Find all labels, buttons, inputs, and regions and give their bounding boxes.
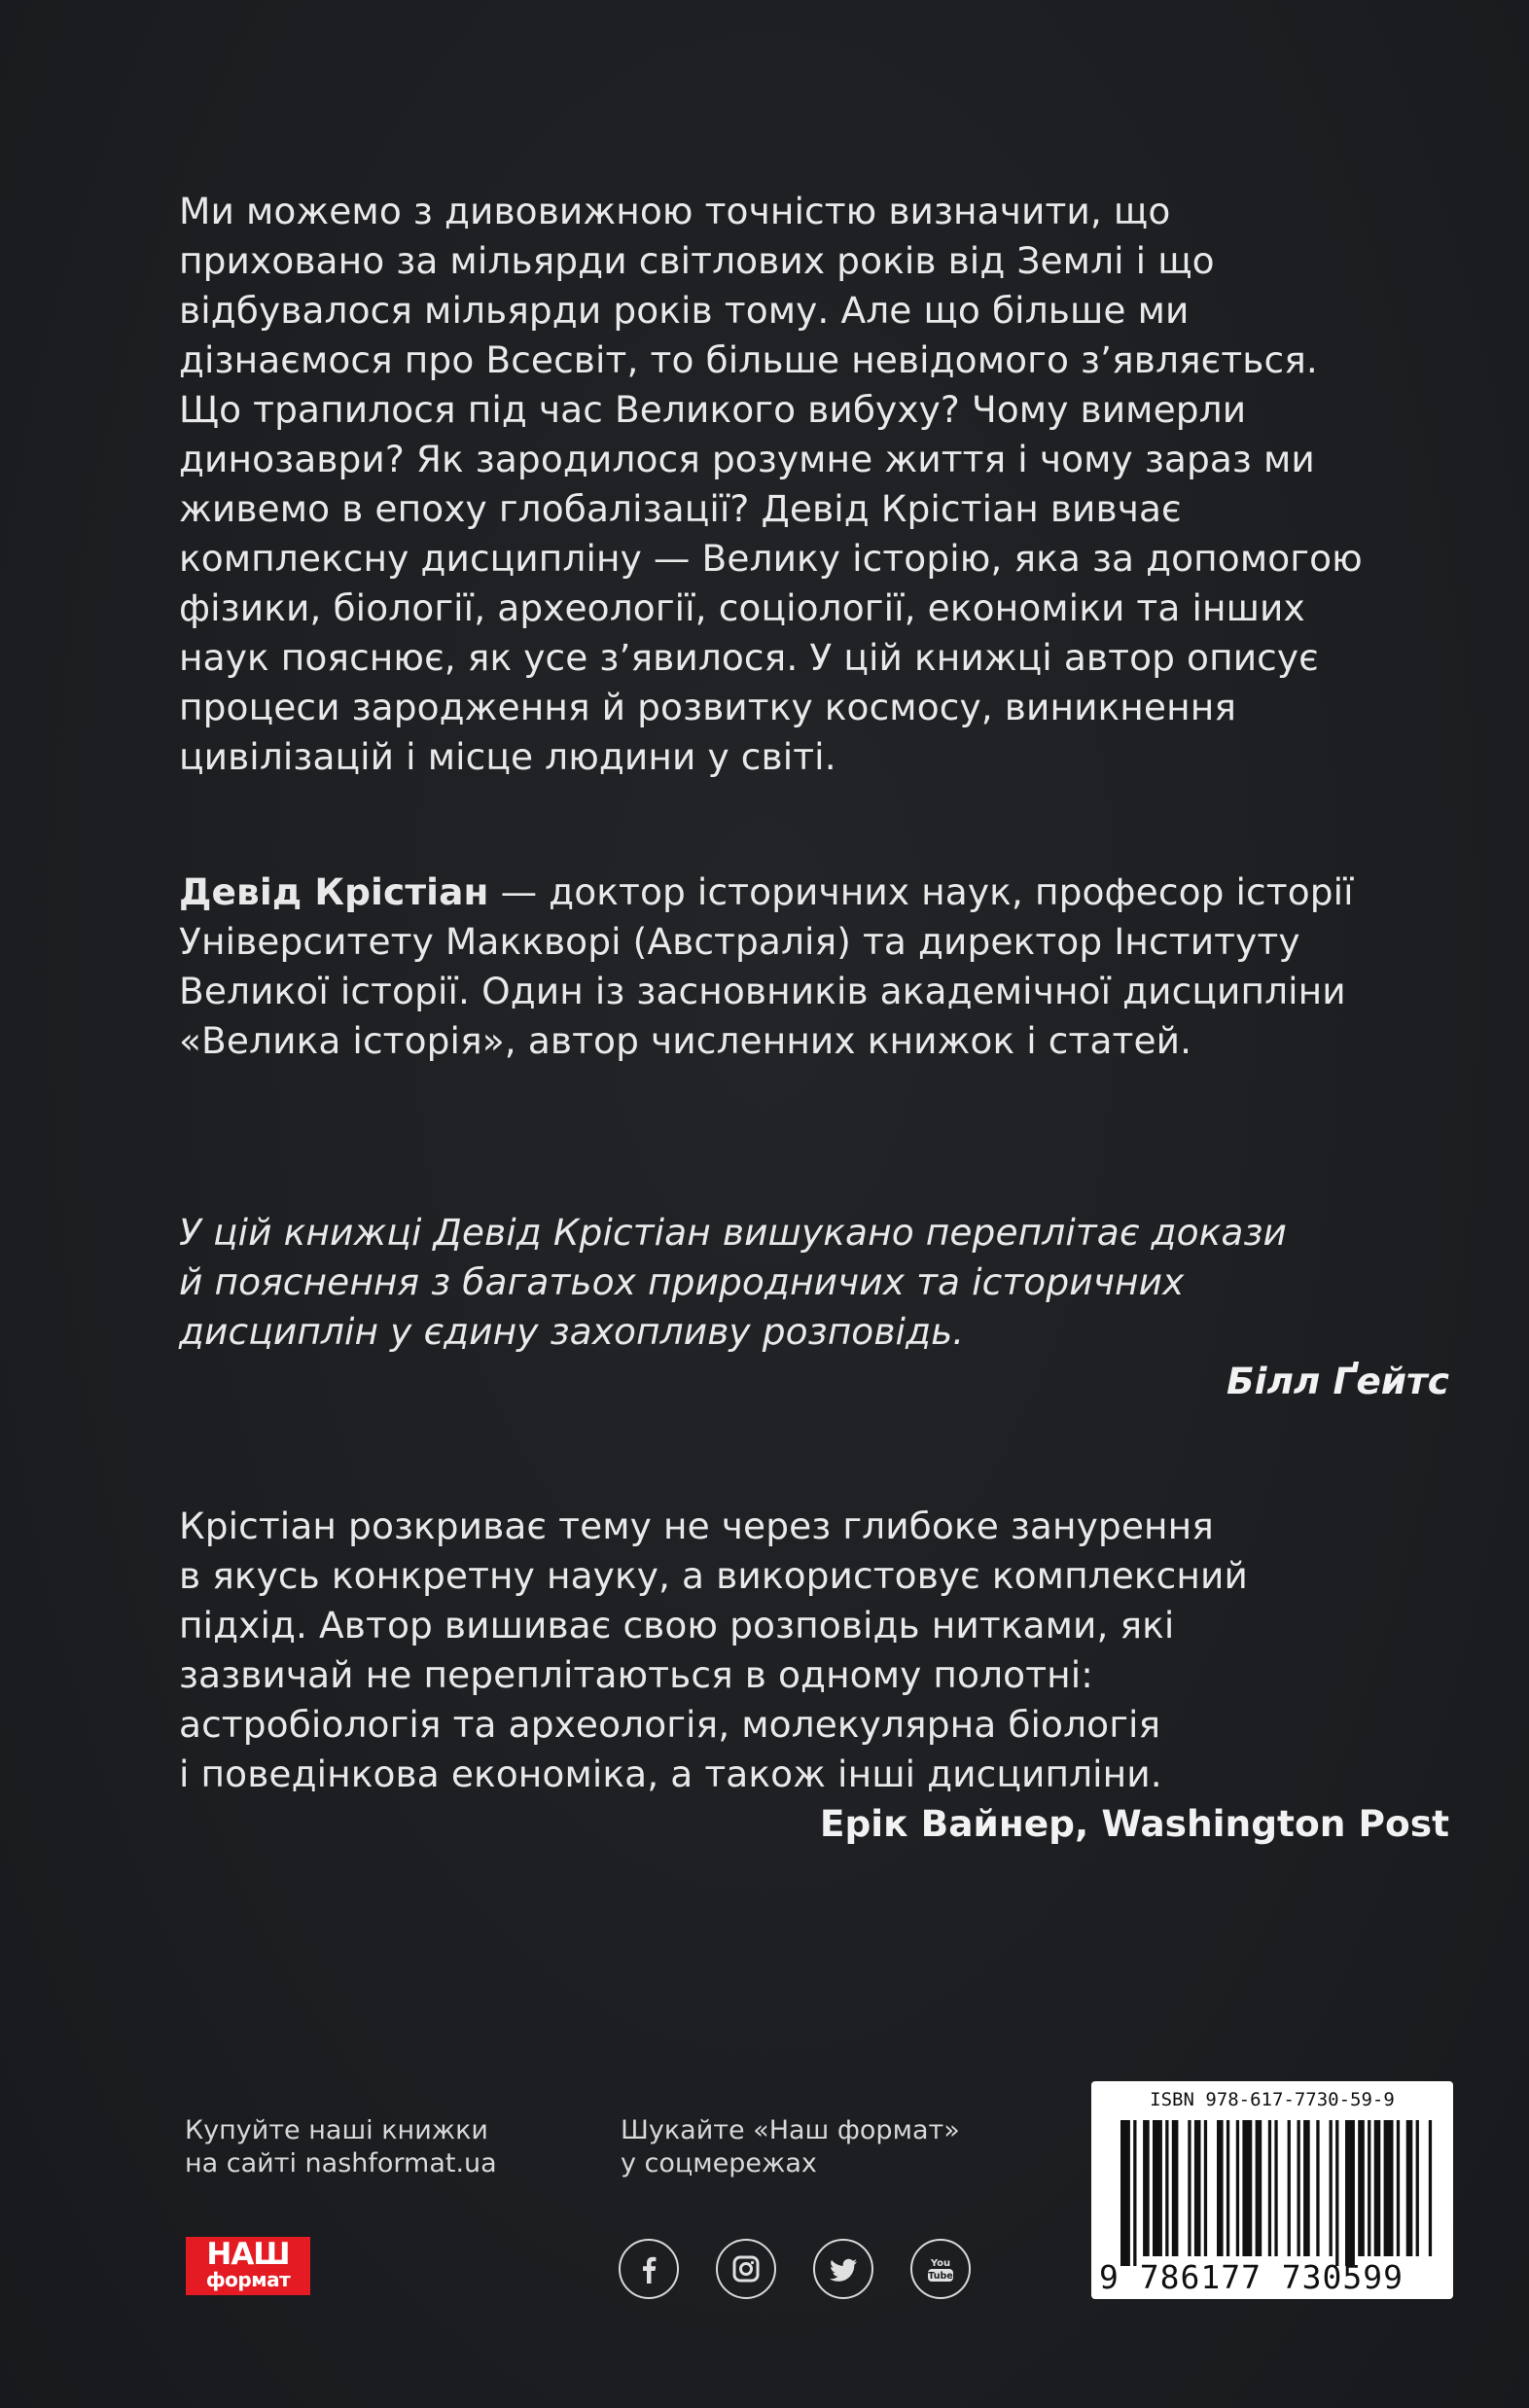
intro-line: живемо в епоху глобалізації? Девід Крістіан вивчає (179, 487, 1182, 530)
buy-line[interactable]: на сайті nashformat.ua (185, 2148, 497, 2178)
buy-line: Купуйте наші книжки (185, 2115, 488, 2145)
intro-line: Ми можемо з дивовижною точністю визначити, що (179, 190, 1171, 232)
quote-line: У цій книжці Девід Крістіан вишукано переплітає докази (179, 1211, 1287, 1254)
barcode-bar (1133, 2120, 1136, 2266)
barcode-bar (1374, 2120, 1381, 2256)
intro-line: приховано за мільярди світлових років від Землі і що (179, 239, 1215, 282)
intro-line: динозаври? Як зародилося розумне життя і чому зараз ми (179, 438, 1315, 480)
logo-top-text: НАШ (206, 2237, 290, 2272)
author-name: Девід Крістіан (179, 870, 489, 913)
twitter-icon[interactable] (813, 2239, 873, 2299)
quote-line: дисциплін у єдину захопливу розповідь. (179, 1310, 965, 1353)
author-bio-text: — доктор історичних наук, професор історії (488, 870, 1354, 913)
youtube-icon[interactable] (910, 2239, 971, 2299)
barcode-bar (1335, 2120, 1338, 2266)
buy-online-note (185, 2114, 497, 2180)
quote-attribution: Білл Ґейтс (1227, 1360, 1449, 1402)
intro-paragraph (179, 187, 1453, 782)
quote-weiner (179, 1502, 1453, 1849)
quote-line: і поведінкова економіка, а також інші дисципліни. (179, 1753, 1162, 1795)
intro-line: дізнаємося про Всесвіт, то більше невідомого з’являється. (179, 338, 1318, 381)
author-bio-line: Великої історії. Один із засновників академічної дисципліни (179, 970, 1346, 1012)
barcode-bar (1172, 2120, 1179, 2256)
barcode-bar (1165, 2120, 1168, 2256)
barcode-bar (1188, 2120, 1191, 2256)
isbn-label: ISBN 978-617-7730-59-9 (1150, 2089, 1395, 2110)
intro-line: процеси зародження й розвитку космосу, виникнення (179, 686, 1236, 728)
isbn-barcode (1091, 2081, 1453, 2299)
intro-line: Що трапилося під час Великого вибуху? Чому вимерли (179, 388, 1247, 431)
intro-line: цивілізацій і місце людини у світі. (179, 735, 836, 778)
quote-line: астробіологія та археологія, молекулярна біологія (179, 1703, 1161, 1746)
logo-bottom-text: формат (205, 2268, 291, 2291)
barcode-bar (1406, 2120, 1413, 2256)
social-line: у соцмережах (621, 2148, 817, 2178)
barcode-bar (1143, 2120, 1150, 2256)
barcode-bar (1330, 2120, 1333, 2256)
barcode-bar (1368, 2120, 1370, 2256)
quote-line: й пояснення з багатьох природничих та історичних (179, 1260, 1185, 1303)
intro-line: відбувалося мільярди років тому. Але що більше ми (179, 289, 1190, 332)
facebook-icon[interactable] (619, 2239, 679, 2299)
intro-line: комплексну дисципліну — Велику історію, яка за допомогою (179, 537, 1363, 580)
author-bio-line (179, 868, 1453, 917)
social-note (621, 2114, 960, 2180)
barcode-bar (1268, 2120, 1271, 2256)
barcode-bar (1194, 2120, 1201, 2256)
youtube-icon-text-top: You (930, 2258, 951, 2269)
intro-line: фізики, біології, археології, соціології, економіки та інших (179, 586, 1305, 629)
social-line: Шукайте «Наш формат» (621, 2115, 960, 2145)
barcode-bar (1345, 2120, 1355, 2266)
quote-line: підхід. Автор вишиває свою розповідь нитками, які (179, 1604, 1175, 1647)
barcode-bar (1397, 2120, 1400, 2256)
quote-line: Крістіан розкриває тему не через глибоке занурення (179, 1505, 1214, 1547)
quote-line: зазвичай не переплітаються в одному полотні: (179, 1653, 1094, 1696)
quote-line: в якусь конкретну науку, а використовує комплексний (179, 1554, 1248, 1597)
publisher-logo (186, 2237, 310, 2295)
barcode-bar (1288, 2120, 1291, 2256)
author-bio (179, 868, 1453, 1066)
barcode-bar (1298, 2120, 1300, 2256)
barcode-bar (1204, 2120, 1207, 2256)
barcode-bar (1242, 2120, 1252, 2256)
barcode-bar (1316, 2120, 1319, 2256)
barcode-digits: 9 786177 730599 (1099, 2258, 1405, 2296)
barcode-bar (1416, 2120, 1419, 2256)
quote-gates (179, 1208, 1453, 1406)
barcode-bar (1429, 2120, 1432, 2256)
barcode-bar (1236, 2120, 1239, 2256)
barcode-bar (1227, 2120, 1229, 2256)
barcode-bar (1120, 2120, 1130, 2266)
author-bio-line: Університету Макквoрі (Австралія) та директор Інституту (179, 920, 1300, 963)
barcode-bar (1384, 2120, 1394, 2256)
intro-line: наук пояснює, як усе з’явилося. У цій книжці автор описує (179, 636, 1319, 679)
author-bio-line: «Велика історія», автор численних книжок і статей. (179, 1019, 1192, 1062)
instagram-icon[interactable] (716, 2239, 776, 2299)
youtube-icon-text-bottom: Tube (928, 2271, 953, 2282)
quote-attribution: Ерік Вайнер, Washington Post (819, 1802, 1449, 1845)
barcode-bar (1274, 2120, 1277, 2256)
barcode-bar (1303, 2120, 1310, 2256)
barcode-bar (1153, 2120, 1162, 2256)
barcode-bar (1217, 2120, 1224, 2256)
barcode-bar (1358, 2120, 1365, 2256)
barcode-bar (1256, 2120, 1262, 2256)
